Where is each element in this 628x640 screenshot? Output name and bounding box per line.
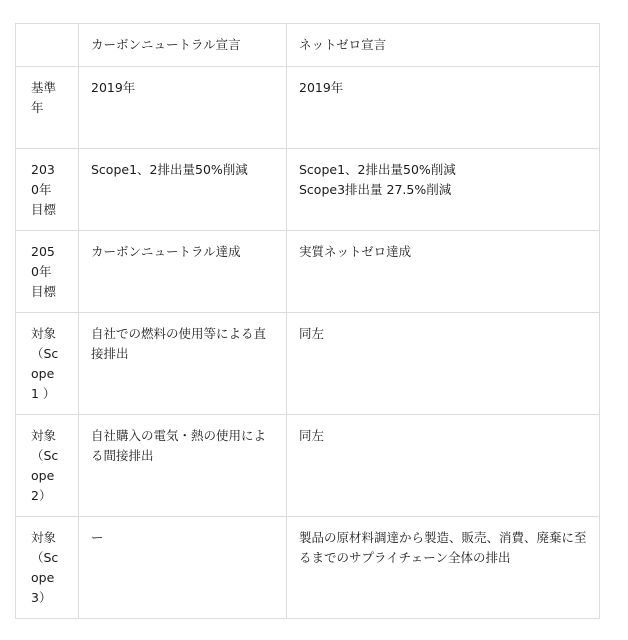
row-label-scope2: 対象 （Sc ope 2） xyxy=(16,415,79,517)
cell-carbon-neutral: 2019年 xyxy=(79,67,287,149)
row-label-scope1: 対象 （Sc ope 1 ） xyxy=(16,313,79,415)
cell-carbon-neutral: ー xyxy=(79,517,287,619)
cell-carbon-neutral: 自社購入の電気・熱の使用による間接排出 xyxy=(79,415,287,517)
table-row xyxy=(16,231,600,313)
table-row xyxy=(16,313,600,415)
cell-carbon-neutral: カーボンニュートラル達成 xyxy=(79,231,287,313)
cell-carbon-neutral: Scope1、2排出量50%削減 xyxy=(79,149,287,231)
header-carbon-neutral: カーボンニュートラル宣言 xyxy=(79,24,287,67)
cell-net-zero: 製品の原材料調達から製造、販売、消費、廃棄に至るまでのサプライチェーン全体の排出 xyxy=(287,517,600,619)
comparison-table xyxy=(15,23,600,619)
table-row xyxy=(16,415,600,517)
row-label-scope3: 対象 （Sc ope 3） xyxy=(16,517,79,619)
table-header-row xyxy=(16,24,600,67)
cell-net-zero: 同左 xyxy=(287,313,600,415)
cell-net-zero: Scope1、2排出量50%削減 Scope3排出量 27.5%削減 xyxy=(287,149,600,231)
row-label-2030-target: 203 0年 目標 xyxy=(16,149,79,231)
cell-net-zero: 2019年 xyxy=(287,67,600,149)
cell-net-zero: 実質ネットゼロ達成 xyxy=(287,231,600,313)
row-label-base-year: 基準 年 xyxy=(16,67,79,149)
header-corner-cell xyxy=(16,24,79,67)
cell-net-zero: 同左 xyxy=(287,415,600,517)
table-row xyxy=(16,149,600,231)
header-net-zero: ネットゼロ宣言 xyxy=(287,24,600,67)
cell-carbon-neutral: 自社での燃料の使用等による直接排出 xyxy=(79,313,287,415)
table-row xyxy=(16,517,600,619)
table-row xyxy=(16,67,600,149)
row-label-2050-target: 205 0年 目標 xyxy=(16,231,79,313)
